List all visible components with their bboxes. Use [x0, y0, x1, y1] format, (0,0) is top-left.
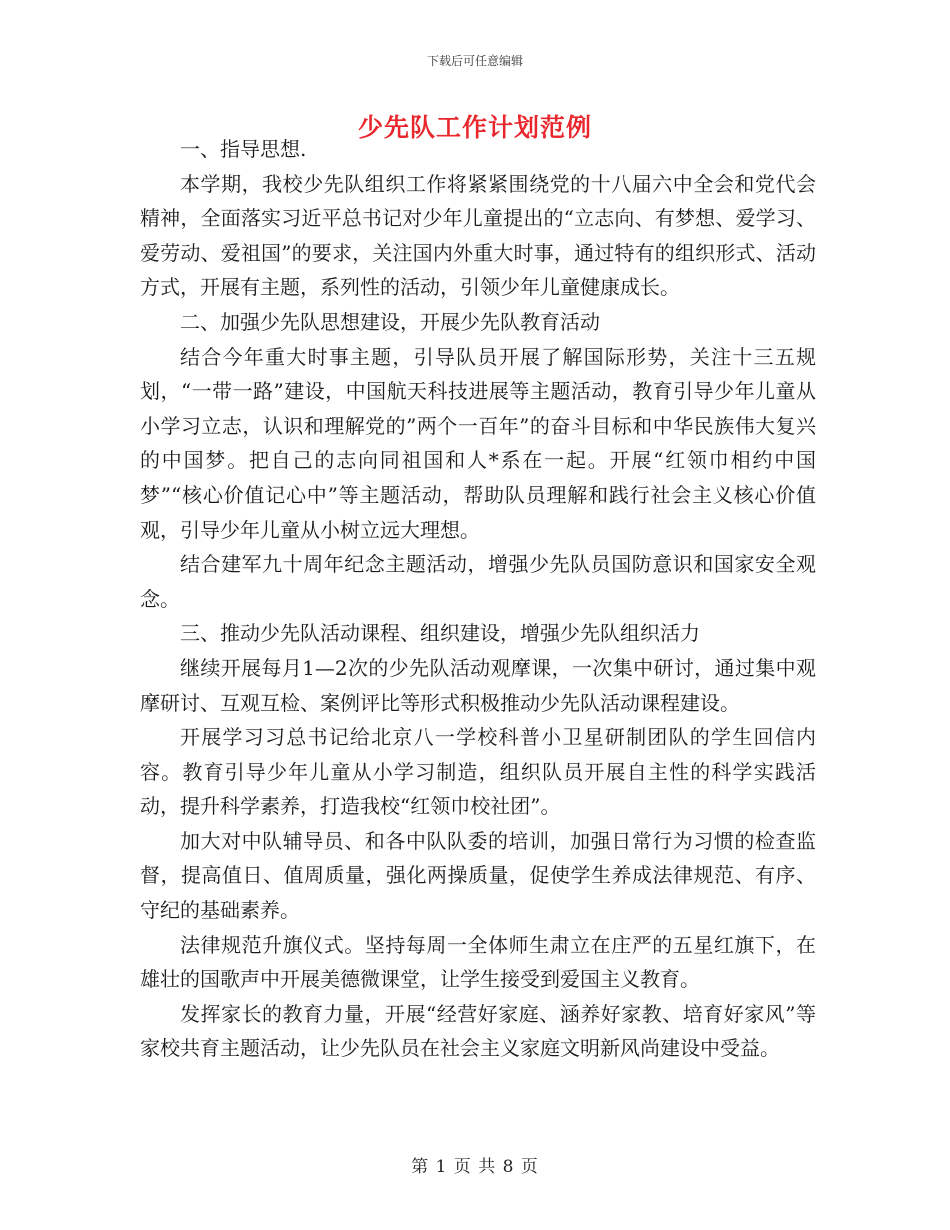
section-heading-2: 二、加强少先队思想建设，开展少先队教育活动 [180, 309, 600, 334]
paragraph: 加大对中队辅导员、和各中队队委的培训，加强日常行为习惯的检查监督，提高值日、值周质量，强化两操质量，促使学生养成法律规范、有序、守纪的基础素养。 [140, 828, 816, 923]
paragraph: 开展学习习总书记给北京八一学校科普小卫星研制团队的学生回信内容。教育引导少年儿童从小学习制造，组织队员开展自主性的科学实践活动，提升科学素养，打造我校“红领巾校社团”。 [140, 725, 816, 819]
document-title: 少先队工作计划范例 [357, 113, 592, 142]
page-footer: 第 1 页 共 8 页 [411, 1157, 539, 1177]
paragraph: 发挥家长的教育力量，开展“经营好家庭、涵养好家教、培育好家风”等家校共育主题活动，让少先队员在社会主义家庭文明新风尚建设中受益。 [140, 1001, 816, 1061]
paragraph: 结合建军九十周年纪念主题活动，增强少先队员国防意识和国家安全观念。 [140, 552, 816, 611]
document-body [140, 132, 816, 1066]
header-note: 下载后可任意编辑 [426, 54, 523, 68]
section-heading-3: 三、推动少先队活动课程、组织建设，增强少先队组织活力 [180, 621, 700, 646]
paragraph: 法律规范升旗仪式。坚持每周一全体师生肃立在庄严的五星红旗下，在雄壮的国歌声中开展美德微课堂，让学生接受到爱国主义教育。 [140, 932, 816, 992]
paragraph: 结合今年重大时事主题，引导队员开展了解国际形势，关注十三五规划，“一带一路”建设，中国航天科技进展等主题活动，教育引导少年儿童从小学习立志，认识和理解党的”两个一百年”的奋斗目标和中华民族伟大复兴的中国梦。把自己的志向同祖国和人*系在一起。开展“红领巾相约中国梦”“核心价值记心中”等主题活动，帮助队员理解和践行社会主义核心价值观，引导少年儿童从小树立远大理想。 [140, 344, 816, 542]
paragraph: 本学期，我校少先队组织工作将紧紧围绕党的十八届六中全会和党代会精神，全面落实习近平总书记对少年儿童提出的“立志向、有梦想、爱学习、爱劳动、爱祖国”的要求，关注国内外重大时事，通过特有的组织形式、活动方式，开展有主题，系列性的活动，引领少年儿童健康成长。 [140, 171, 816, 300]
paragraph: 继续开展每月1—2次的少先队活动观摩课，一次集中研讨，通过集中观摩研讨、互观互检、案例评比等形式积极推动少先队活动课程建设。 [140, 655, 816, 715]
section-heading-1: 一、指导思想. [180, 137, 307, 161]
